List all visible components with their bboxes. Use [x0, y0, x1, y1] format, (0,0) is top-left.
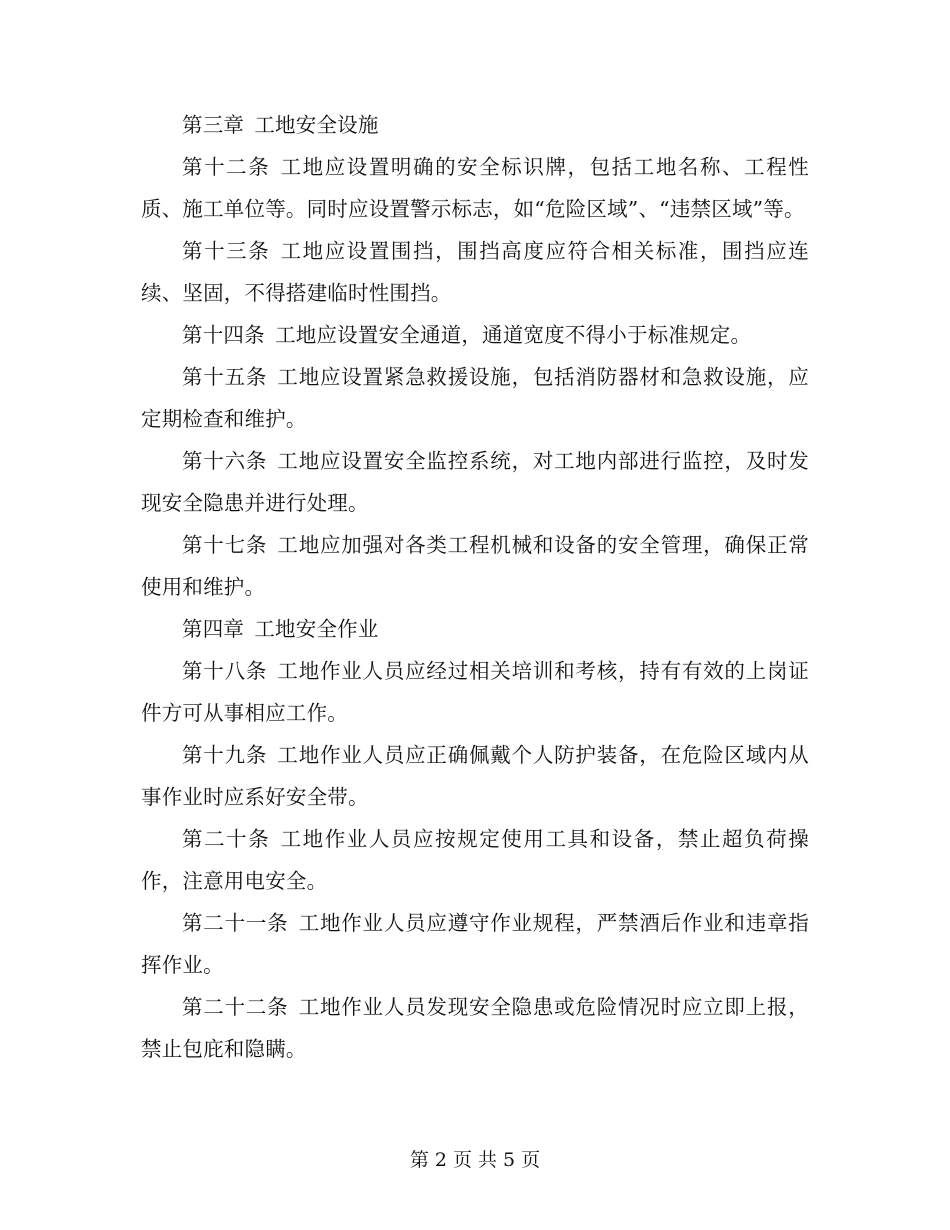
article-label: 第十六条 — [182, 449, 268, 473]
article-15 — [141, 356, 809, 440]
article-label: 第二十二条 — [182, 995, 289, 1019]
article-text: 工地应设置安全通道，通道宽度不得小于标准规定。 — [275, 323, 752, 347]
page-middle-text: 页 共 — [452, 1149, 498, 1171]
chapter-heading-3 — [141, 104, 809, 146]
article-text: 工地作业人员应遵守作业规程，严禁酒后作业和违章指挥作业。 — [141, 911, 809, 977]
article-label: 第十四条 — [182, 323, 265, 347]
chapter-title: 工地安全设施 — [254, 113, 379, 137]
article-21 — [141, 902, 809, 986]
document-body — [141, 104, 809, 1070]
article-text: 工地应设置明确的安全标识牌，包括工地名称、工程性质、施工单位等。同时应设置警示标志，如“危险区域”、“违禁区域”等。 — [141, 155, 809, 221]
article-12 — [141, 146, 809, 230]
article-18 — [141, 650, 809, 734]
chapter-title: 工地安全作业 — [254, 617, 379, 641]
total-pages-number: 5 — [503, 1149, 516, 1171]
article-label: 第十九条 — [182, 743, 268, 767]
article-17 — [141, 524, 809, 608]
page-footer — [0, 1146, 950, 1174]
article-text: 工地应加强对各类工程机械和设备的安全管理，确保正常使用和维护。 — [141, 533, 809, 599]
article-text: 工地作业人员发现安全隐患或危险情况时应立即上报，禁止包庇和隐瞒。 — [141, 995, 809, 1061]
article-text: 工地应设置围挡，围挡高度应符合相关标准，围挡应连续、坚固，不得搭建临时性围挡。 — [141, 239, 809, 305]
chapter-heading-4 — [141, 608, 809, 650]
article-label: 第十七条 — [182, 533, 268, 557]
chapter-label: 第三章 — [182, 113, 245, 137]
article-text: 工地作业人员应正确佩戴个人防护装备，在危险区域内从事作业时应系好安全带。 — [141, 743, 809, 809]
article-22 — [141, 986, 809, 1070]
article-text: 工地应设置安全监控系统，对工地内部进行监控，及时发现安全隐患并进行处理。 — [141, 449, 809, 515]
article-14 — [141, 314, 809, 356]
article-19 — [141, 734, 809, 818]
article-label: 第二十一条 — [182, 911, 289, 935]
page-prefix: 第 — [409, 1149, 429, 1171]
article-text: 工地应设置紧急救援设施，包括消防器材和急救设施，应定期检查和维护。 — [141, 365, 809, 431]
article-20 — [141, 818, 809, 902]
article-text: 工地作业人员应按规定使用工具和设备，禁止超负荷操作，注意用电安全。 — [141, 827, 809, 893]
page-suffix: 页 — [521, 1149, 541, 1171]
article-label: 第二十条 — [182, 827, 271, 851]
article-16 — [141, 440, 809, 524]
chapter-label: 第四章 — [182, 617, 245, 641]
article-label: 第十五条 — [182, 365, 268, 389]
article-label: 第十二条 — [182, 155, 271, 179]
current-page-number: 2 — [434, 1149, 447, 1171]
article-13 — [141, 230, 809, 314]
article-text: 工地作业人员应经过相关培训和考核，持有有效的上岗证件方可从事相应工作。 — [141, 659, 809, 725]
article-label: 第十三条 — [182, 239, 271, 263]
article-label: 第十八条 — [182, 659, 268, 683]
